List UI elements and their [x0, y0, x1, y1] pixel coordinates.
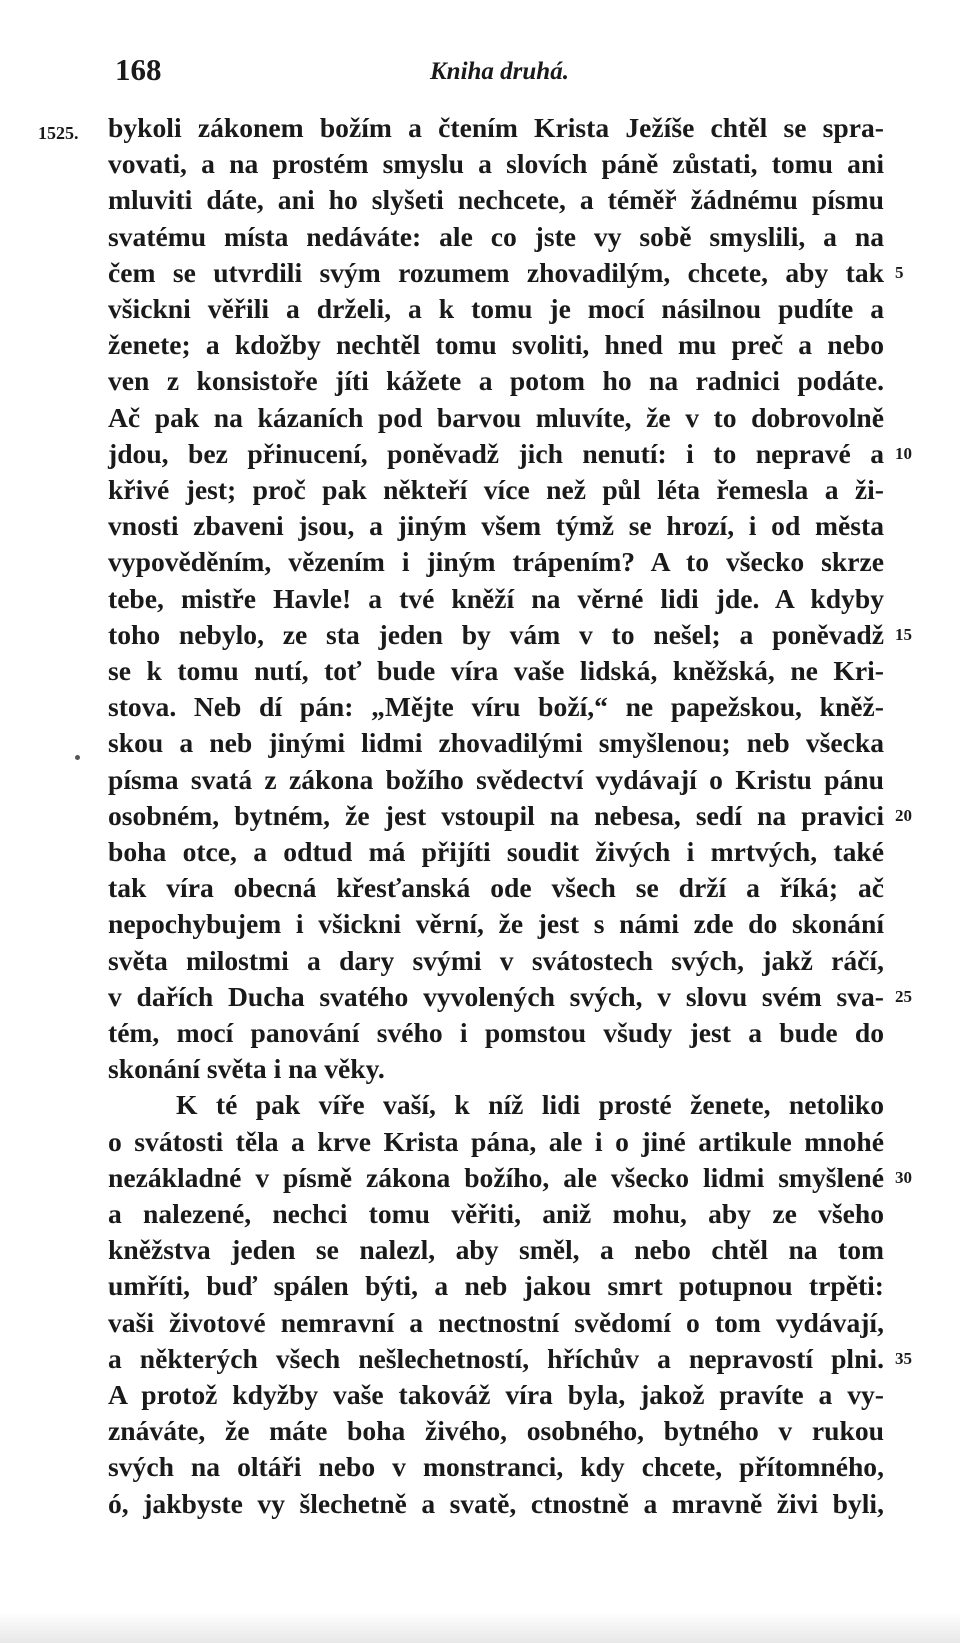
margin-line-number: 15: [895, 624, 912, 644]
text-line: znáváte, že máte boha živého, osobného, bytného v rukou: [108, 1415, 884, 1447]
text-line: osobném, bytném, že jest vstoupil na nebesa, sedí na pravici: [108, 799, 884, 831]
text-line: skonání světa i na věky.: [108, 1053, 385, 1085]
text-line: tak víra obecná křesťanská ode všech se drží a říká; ač: [108, 872, 884, 904]
text-line: boha otce, a odtud má přijíti soudit živých i mrtvých, také: [108, 836, 884, 867]
margin-year-note: 1525.: [38, 123, 79, 143]
page-number: 168: [115, 52, 162, 87]
text-line: vnosti zbaveni jsou, a jiným všem týmž se hrozí, i od města: [108, 510, 884, 542]
text-line: ženete; a kdožby nechtěl tomu svoliti, hned mu preč a nebo: [108, 329, 884, 361]
text-line: skou a neb jinými lidmi zhovadilými smyšlenou; neb všecka: [108, 727, 884, 759]
text-line: všickni věřili a drželi, a k tomu je mocí násilnou pudíte a: [108, 293, 884, 324]
text-line: čem se utvrdili svým rozumem zhovadilým, chcete, aby tak: [108, 256, 884, 288]
margin-line-number: 20: [895, 805, 912, 825]
text-line: toho nebylo, ze sta jeden by vám v to nešel; a poněvadž: [108, 618, 884, 650]
text-line: mluviti dáte, ani ho slyšeti nechcete, a téměř žádnému písmu: [108, 184, 884, 216]
text-line: ó, jakbyste vy šlechetně a svatě, ctnostně a mravně živi byli,: [108, 1487, 884, 1519]
text-line: jdou, bez přinucení, poněvadž jich nenutí: i to nepravé a: [108, 437, 884, 469]
text-line: svých na oltáři nebo v monstranci, kdy chcete, přítomného,: [108, 1451, 884, 1483]
text-line: nepochybujem i všickni věrní, že jest s námi zde do skonání: [108, 908, 884, 940]
text-line: nezákladné v písmě zákona božího, ale všecko lidmi smyšlené: [108, 1161, 884, 1193]
text-line: se k tomu nutí, toť bude víra vaše lidská, kněžská, ne Kri-: [108, 655, 884, 686]
text-line: písma svatá z zákona božího svědectví vydávají o Kristu pánu: [108, 763, 884, 795]
text-line: K té pak víře vaší, k níž lidi prosté ženete, netoliko: [176, 1089, 884, 1121]
margin-line-number: 10: [895, 443, 912, 463]
text-line: a některých všech nešlechetností, hříchův a nepravostí plni.: [108, 1342, 884, 1374]
margin-line-number: 5: [895, 262, 904, 282]
running-head: Kniha druhá.: [430, 58, 569, 85]
text-line: A protož kdyžby vaše takováž víra byla, jakož pravíte a vy-: [108, 1379, 884, 1410]
text-line: umříti, buď spálen býti, a neb jakou smrt potupnou trpěti:: [108, 1270, 884, 1302]
text-line: tebe, mistře Havle! a tvé kněží na věrné lidi jde. A kdyby: [108, 582, 884, 614]
text-line: svatému místa nedáváte: ale co jste vy sobě smyslili, a na: [108, 220, 884, 252]
text-line: vovati, a na prostém smyslu a slovích páně zůstati, tomu ani: [108, 148, 884, 180]
text-line: světa milostmi a dary svými v svátostech svých, jakž ráčí,: [108, 944, 884, 976]
text-line: ven z konsistoře jíti kážete a potom ho na radnici podáte.: [108, 365, 884, 397]
text-line: křivé jest; proč pak někteří více než půl léta řemesla a ži-: [108, 474, 884, 505]
stray-dot: [75, 755, 80, 760]
margin-line-number: 30: [895, 1167, 912, 1187]
text-line: bykoli zákonem božím a čtením Krista Ježíše chtěl se spra-: [108, 112, 884, 143]
text-line: a nalezené, nechci tomu věřiti, aniž mohu, aby ze všeho: [108, 1198, 884, 1229]
text-line: vypověděním, vězením i jiným trápením? A to všecko skrze: [108, 546, 884, 578]
page-bottom-edge: [0, 1612, 960, 1643]
text-line: kněžstva jeden se nalezl, aby směl, a nebo chtěl na tom: [108, 1234, 884, 1266]
text-line: tém, mocí panování svého i pomstou všudy jest a bude do: [108, 1017, 884, 1048]
margin-line-number: 25: [895, 986, 912, 1006]
margin-line-number: 35: [895, 1348, 912, 1368]
text-line: o svátosti těla a krve Krista pána, ale i o jiné artikule mnohé: [108, 1125, 884, 1157]
text-line: v dařích Ducha svatého vyvolených svých, v slovu svém sva-: [108, 980, 884, 1012]
text-line: Ač pak na kázaních pod barvou mluvíte, že v to dobrovolně: [108, 401, 884, 433]
text-line: vaši životové nemravní a nectnostní svědomí o tom vydávají,: [108, 1306, 884, 1338]
text-line: stova. Neb dí pán: „Mějte víru boží,“ ne papežskou, kněž-: [108, 691, 884, 723]
